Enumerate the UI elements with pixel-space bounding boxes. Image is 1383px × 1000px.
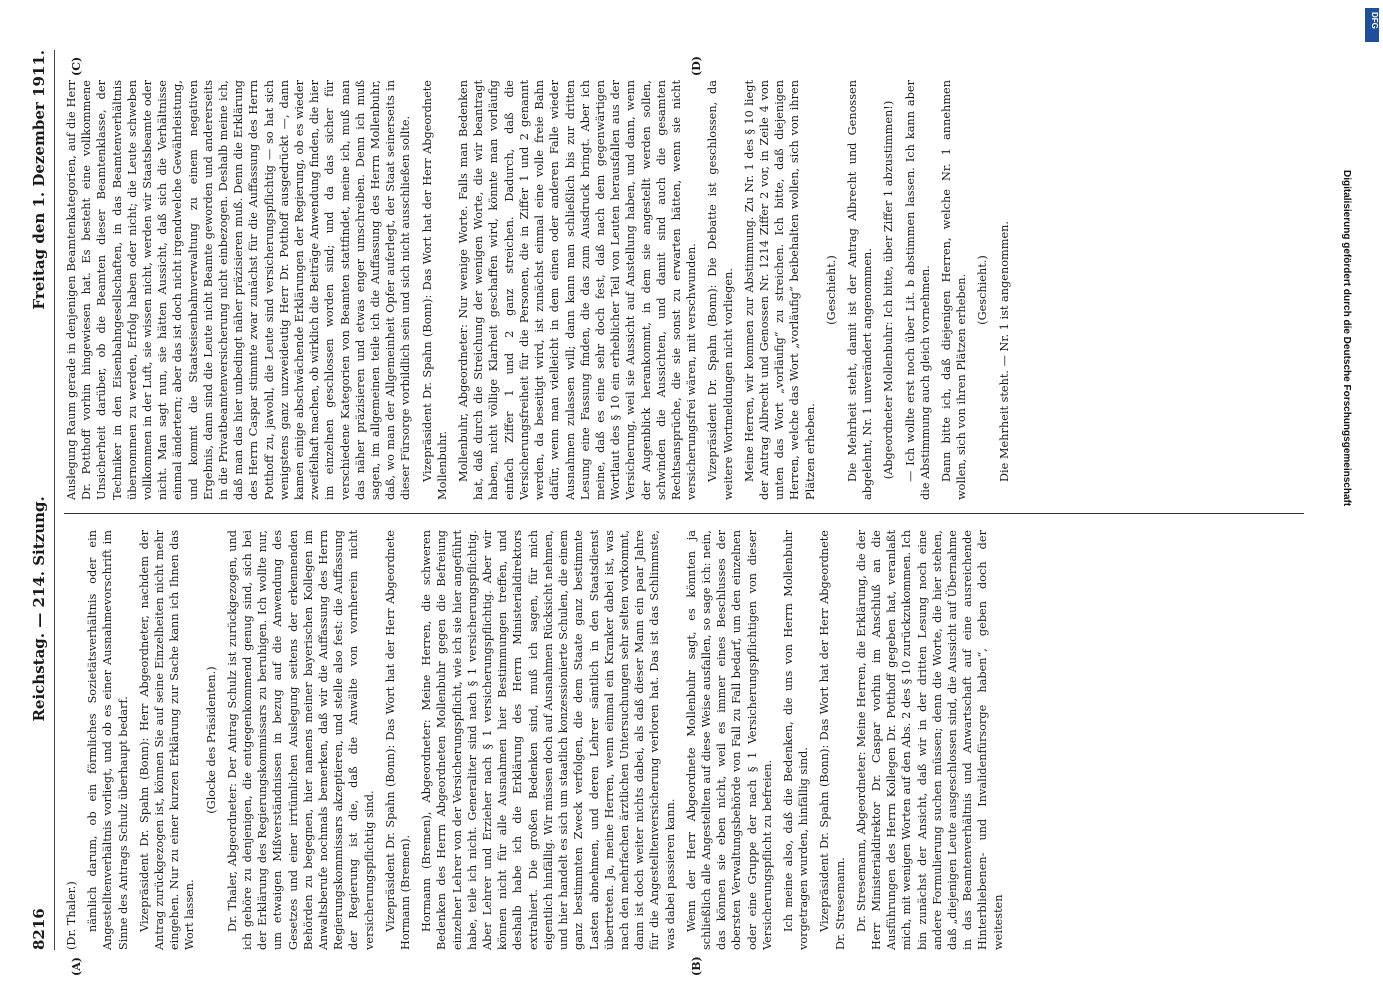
paragraph: Dann bitte ich, daß diejenigen Herren, welche Nr. 1 annehmen wollen, sich von ihren Plätzen erheben.	[939, 80, 969, 500]
page-number: 8216	[30, 908, 48, 950]
session-title: Reichstag. — 214. Sitzung.	[30, 496, 48, 722]
paragraph: nämlich darum, ob ein förmliches Sozietätsverhältnis oder ein Angestelltenverhältnis vorliegt, und ob es einer Ausnahmevorschrift im Sinne des Antrags Schulz überhaupt bedarf.	[86, 530, 130, 950]
column-divider	[64, 513, 1304, 514]
paragraph: Vizepräsident Dr. Spahn (Bonn): Die Debatte ist geschlossen, da weitere Wortmeldungen nicht vorliegen.	[706, 80, 735, 500]
paragraph: (Geschieht.)	[976, 255, 990, 325]
paragraph: (Geschieht.)	[824, 255, 838, 325]
paragraph: Mollenbuhr, Abgeordneter: Nur wenige Worte. Falls man Bedenken hat, daß durch die Streichung der wenigen Worte, die wir beantragt haben, nicht völlige Klarheit geschaffen wird, könnte man vorläufig einfach Ziffer 1 und 2 ganz streichen. Dadurch, daß die Versicherungsfreiheit für die Personen, die in Ziffer 1 und 2 genannt werden, da beseitigt wird, ist zunächst einmal eine volle freie Bahn dafür, wenn man vielleicht in dem einen oder anderen Falle wieder Ausnahmen zulassen will; dann kann man schließlich bis zur dritten Lesung eine Fassung finden, die das zum Ausdruck bringt. Aber ich meine, daß es eine sehr doch fest, daß nach dem gegenwärtigen Wortlaut des § 10 ein erheblicher Teil von Leuten herausfallen aus der Versicherung, weil sie Aussicht auf Anstellung haben, und dann, wenn der Augenblick herankommt, in dem sie angestellt werden sollen, schwinden die Aussichten, und damit sind auch die gesamten Rechtsansprüche, die sie sonst zu erwarten hätten, wenn sie nicht versicherungsfrei wären, mit verschwunden.	[457, 80, 699, 500]
running-header	[30, 50, 55, 950]
paragraph: Vizepräsident Dr. Spahn (Bonn): Das Wort hat der Herr Abgeordnete Hormann (Bremen).	[383, 530, 413, 950]
right-column	[64, 80, 1304, 500]
rotated-content	[30, 50, 1330, 976]
margin-marker-c: (C)	[70, 56, 83, 76]
digitization-notice: Digitalisierung gefördert durch die Deutsche Forschungsgemeinschaft	[1341, 170, 1352, 507]
dfg-logo: DFG	[1365, 8, 1379, 42]
paragraph: (Dr. Thaler.)	[65, 881, 78, 950]
session-date: Freitag den 1. Dezember 1911.	[30, 50, 48, 310]
paragraph: Vizepräsident Dr. Spahn (Bonn): Das Wort hat der Herr Abgeordnete Dr. Stresemann.	[818, 530, 847, 950]
margin-marker-b: (B)	[690, 956, 703, 976]
paragraph: Auslegung Raum gerade in denjenigen Beamtenkategorien, auf die Herr Dr. Potthoff vorhin hingewiesen hat. Es besteht eine vollkommene Unsicherheit darüber, ob die Beamten dieser Beamtenklasse, der Techniker in den Eisenbahngesellschaften, in das Beamtenverhältnis übernommen zu werden, Erfolg haben oder nicht; die Leute schweben vollkommen in der Luft, sie wissen nicht, werden wir Staatsbeamte oder nicht. Man sagt nun, sie hätten Aussicht, daß sich die Verhältnisse einmal ändertern; aber das ist doch nicht irgendwelche Gewährleistung, und kommt die Staatseisenbahnverwaltung zu einem negativen Ergebnis, dann sind die Leute nicht Beamte geworden und andererseits in die Privatbeamtenversicherung nicht einbezogen. Deshalb meine ich, daß man das hier unbedingt näher präzisieren muß. Denn die Erklärung des Herrn Caspar stimmte zwar zunächst für die Auffassung des Herrn Potthoff zu, jawohl, die Leute sind versicherungspflichtig — so hat sich wenigstens ganz unzweideutig Herr Dr. Potthoff ausgedrückt —, dann kamen einige abschwächende Erklärungen der Regierung, ob es wieder zweifelhaft machen, ob wirklich die Beiträge Anwendung finden, die hier im einzelnen geschlossen worden sind; und da das sicher für verschiedene Kategorien von Beamten stattfindet, meine ich, muß man das näher präzisieren und etwas enger umschreiben. Denn ich muß sagen, im allgemeinen teile ich die Auffassung des Herrn Mollenbuhr, daß, wo man der Allgemeinheit Opfer auferlegt, der Staat seinerseits in dieser Fürsorge vorbildlich sein und sich nicht ausschließen sollte.	[65, 80, 413, 500]
paragraph: Wenn der Herr Abgeordnete Mollenbuhr sagt, es könnten ja schließlich alle Angestellten auf diese Weise ausfallen, so sage ich: nein, das können sie eben nicht, weil es immer eines Beschlusses der obersten Verwaltungsbehörde von Fall zu Fall bedarf, um den einzelnen oder eine Gruppe der nach § 1 Versicherungspflichtigen von dieser Versicherungspflicht zu befreien.	[684, 530, 774, 950]
paragraph: Ich meine also, daß die Bedenken, die uns von Herrn Mollenbuhr vorgetragen wurden, hinfällig sind.	[781, 530, 811, 950]
paragraph: Dr. Stresemann, Abgeordneter: Meine Herren, die Erklärung, die der Herr Ministerialdirektor Dr. Caspar vorhin im Anschluß an die Ausführungen des Herrn Kollegen Dr. Potthoff gegeben hat, veranlaßt mich, mit wenigen Worten auf den Abs. 2 des § 10 zurückzukommen. Ich bin zunächst der Ansicht, daß wir in der dritten Lesung noch eine andere Formulierung suchen müssen; denn die Worte, die hier stehen, daß „diejenigen Leute ausgeschlossen sind, die Aussicht auf Übernahme in das Beamtenverhältnis und Anwartschaft auf eine ausreichende Hinterbliebenen- und Invalidenfürsorge haben“, geben doch der weitesten	[854, 530, 1005, 950]
paragraph: Hormann (Bremen), Abgeordneter: Meine Herren, die schweren Bedenken des Herrn Abgeordneten Mollenbuhr gegen die Befreiung einzelner Lehrer von der Versicherungspflicht, wie ich sie hier angeführt habe, teile ich nicht. Generaliter sind nach § 1 versicherungspflichtig. Aber Lehrer und Erzieher nach § 1 versicherungspflichtig. Aber wir können nicht für alle Ausnahmen hier Bestimmungen treffen, und deshalb habe ich die Erklärung des Herrn Ministerialdirektors extrahiert. Die großen Bedenken sind, muß ich sagen, für mich eigentlich hinfällig. Wir müssen doch auf Ausnahmen Rücksicht nehmen, und hier handelt es sich um staatlich konzessionierte Schulen, die einem ganz bestimmten Zweck verfolgen, die dem Staate ganz bestimmte Lasten abnehmen, und deren Lehrer sämtlich in den Staatsdienst übertreten. Ja, meine Herren, wenn einmal ein Kranker dabei ist, was nach den mehrfachen ärztlichen Untersuchungen sehr selten vorkommt, dann ist doch weiter nichts dabei, als daß dieser Mann ein paar Jahre für die Angestelltenversicherung verloren hat. Das ist das Schlimmste, was dabei passieren kann.	[420, 530, 677, 950]
paragraph: — Ich wollte erst noch über Lit. b abstimmen lassen. Ich kann aber die Abstimmung auch gleich vornehmen.	[903, 80, 932, 500]
paragraph: Vizepräsident Dr. Spahn (Bonn): Das Wort hat der Herr Abgeordnete Mollenbuhr.	[420, 80, 449, 500]
paragraph: Meine Herren, wir kommen zur Abstimmung. Zu Nr. 1 des § 10 liegt der Antrag Albrecht und Genossen Nr. 1214 Ziffer 2 vor, in Zeile 4 von unten das Wort „vorläufig“ zu streichen. Ich bitte, daß diejenigen Herren, welche das Wort „vorläufig“ beibehalten wollen, sich von ihren Plätzen erheben.	[742, 80, 817, 500]
margin-marker-d: (D)	[690, 56, 703, 76]
paragraph: (Abgeordneter Mollenbuhr: Ich bitte, über Ziffer 1 abzustimmen!)	[882, 100, 896, 480]
paragraph: Dr. Thaler, Abgeordneter: Der Antrag Schulz ist zurückgezogen, und ich gehöre zu denjenigen, die entgegenkommend genug sind, sich bei der Erklärung des Regierungskommissars zu beruhigen. Ich wollte nur, um etwaigen Mißverständnissen in bezug auf die Anwendung des Gesetzes und einer irrtümlichen Auslegung seitens der erkennenden Behörden zu begegnen, hier namens meiner bayerischen Kollegen im Anwaltsberufe nochmals bemerken, daß wir die Auffassung des Herrn Regierungskommissars akzeptieren, und stelle also fest: die Auffassung der Regierung ist die, daß die Anwälte von vornherein nicht versicherungspflichtig sind.	[225, 530, 376, 950]
margin-marker-a: (A)	[70, 957, 83, 976]
paragraph: (Glocke des Präsidenten.)	[204, 666, 218, 814]
left-column	[64, 530, 1304, 950]
paragraph: Die Mehrheit steht, damit ist der Antrag Albrecht und Genossen abgelehnt, Nr. 1 unverändert angenommen.	[845, 80, 875, 500]
paragraph: Die Mehrheit steht. — Nr. 1 ist angenommen.	[997, 220, 1011, 482]
paragraph: Vizepräsident Dr. Spahn (Bonn): Herr Abgeordneter, nachdem der Antrag zurückgezogen ist, können Sie auf seine Einzelheiten nicht mehr eingehen. Nur zu einer kurzen Erklärung zur Sache kann ich Ihnen das Wort lassen.	[137, 530, 197, 950]
